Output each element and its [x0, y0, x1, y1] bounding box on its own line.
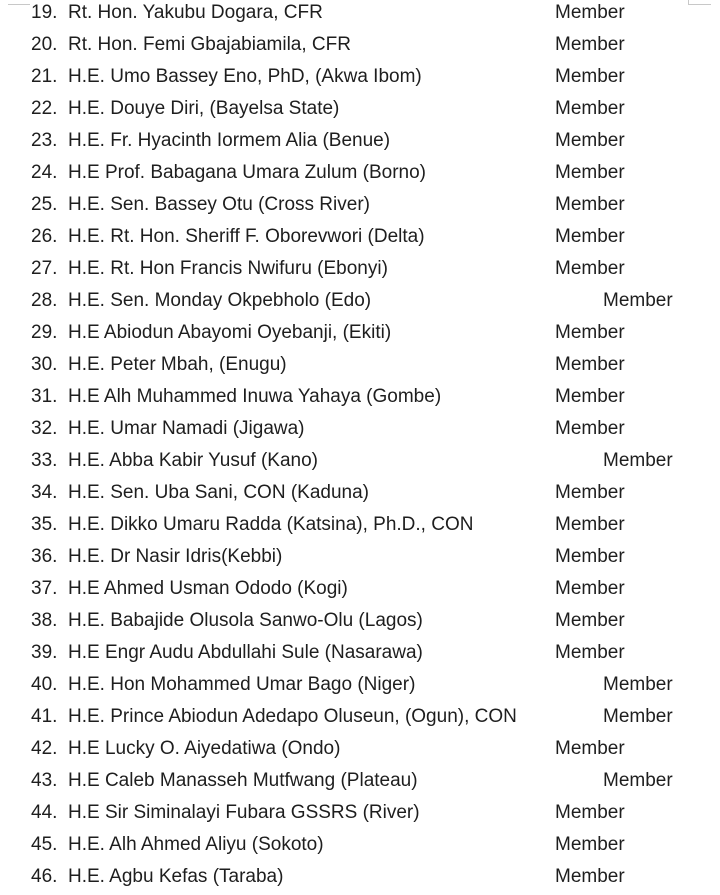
member-row: [0, 383, 720, 415]
member-row: [0, 191, 720, 223]
member-number: 38.: [31, 610, 58, 631]
member-name: H.E Abiodun Abayomi Oyebanji, (Ekiti): [68, 322, 392, 343]
member-row: [0, 863, 720, 895]
member-number: 35.: [31, 514, 58, 535]
member-row: [0, 95, 720, 127]
member-role: Member: [603, 674, 673, 695]
member-name: H.E. Prince Abiodun Adedapo Oluseun, (Ogun), CON: [68, 706, 517, 727]
member-role: Member: [555, 66, 625, 87]
member-role: Member: [555, 162, 625, 183]
member-row: [0, 223, 720, 255]
member-role: Member: [603, 706, 673, 727]
member-row: [0, 0, 720, 31]
member-number: 30.: [31, 354, 58, 375]
member-row: [0, 767, 720, 799]
member-name: H.E. Hon Mohammed Umar Bago (Niger): [68, 674, 416, 695]
member-role: Member: [555, 578, 625, 599]
member-number: 28.: [31, 290, 58, 311]
member-role: Member: [555, 34, 625, 55]
member-row: [0, 639, 720, 671]
member-name: H.E Ahmed Usman Ododo (Kogi): [68, 578, 348, 599]
member-number: 44.: [31, 802, 58, 823]
member-row: [0, 351, 720, 383]
member-role: Member: [603, 450, 673, 471]
member-number: 25.: [31, 194, 58, 215]
member-name: H.E Engr Audu Abdullahi Sule (Nasarawa): [68, 642, 423, 663]
member-name: H.E. Agbu Kefas (Taraba): [68, 866, 284, 887]
member-role: Member: [555, 642, 625, 663]
member-number: 26.: [31, 226, 58, 247]
member-number: 19.: [31, 2, 58, 23]
member-name: H.E. Peter Mbah, (Enugu): [68, 354, 287, 375]
member-role: Member: [555, 386, 625, 407]
member-role: Member: [555, 546, 625, 567]
member-number: 39.: [31, 642, 58, 663]
member-name: H.E. Sen. Uba Sani, CON (Kaduna): [68, 482, 369, 503]
member-row: [0, 799, 720, 831]
member-number: 20.: [31, 34, 58, 55]
member-row: [0, 543, 720, 575]
member-role: Member: [555, 866, 625, 887]
member-name: H.E. Sen. Monday Okpebholo (Edo): [68, 290, 372, 311]
member-row: [0, 127, 720, 159]
member-row: [0, 511, 720, 543]
member-name: H.E. Alh Ahmed Aliyu (Sokoto): [68, 834, 324, 855]
member-role: Member: [603, 290, 673, 311]
member-name: H.E Alh Muhammed Inuwa Yahaya (Gombe): [68, 386, 442, 407]
member-number: 45.: [31, 834, 58, 855]
member-role: Member: [555, 258, 625, 279]
member-role: Member: [555, 514, 625, 535]
member-number: 42.: [31, 738, 58, 759]
member-number: 36.: [31, 546, 58, 567]
member-row: [0, 607, 720, 639]
member-row: [0, 735, 720, 767]
member-number: 31.: [31, 386, 58, 407]
member-role: Member: [555, 322, 625, 343]
member-role: Member: [555, 354, 625, 375]
member-number: 34.: [31, 482, 58, 503]
member-number: 29.: [31, 322, 58, 343]
member-role: Member: [603, 770, 673, 791]
member-row: [0, 703, 720, 735]
member-name: Rt. Hon. Femi Gbajabiamila, CFR: [68, 34, 351, 55]
member-role: Member: [555, 738, 625, 759]
member-row: [0, 575, 720, 607]
member-row: [0, 31, 720, 63]
member-name: Rt. Hon. Yakubu Dogara, CFR: [68, 2, 323, 23]
member-name: H.E Sir Siminalayi Fubara GSSRS (River): [68, 802, 420, 823]
member-number: 41.: [31, 706, 58, 727]
member-row: [0, 671, 720, 703]
member-role: Member: [555, 834, 625, 855]
member-row: [0, 287, 720, 319]
member-number: 23.: [31, 130, 58, 151]
member-number: 22.: [31, 98, 58, 119]
member-number: 43.: [31, 770, 58, 791]
member-row: [0, 159, 720, 191]
member-name: H.E. Fr. Hyacinth Iormem Alia (Benue): [68, 130, 391, 151]
member-role: Member: [555, 802, 625, 823]
member-name: H.E. Dikko Umaru Radda (Katsina), Ph.D., CON: [68, 514, 474, 535]
member-row: [0, 831, 720, 863]
member-row: [0, 63, 720, 95]
member-number: 24.: [31, 162, 58, 183]
member-row: [0, 447, 720, 479]
member-name: H.E. Abba Kabir Yusuf (Kano): [68, 450, 318, 471]
member-role: Member: [555, 418, 625, 439]
member-name: H.E. Rt. Hon Francis Nwifuru (Ebonyi): [68, 258, 388, 279]
member-row: [0, 415, 720, 447]
member-row: [0, 255, 720, 287]
member-number: 40.: [31, 674, 58, 695]
member-name: H.E. Rt. Hon. Sheriff F. Oborevwori (Delta): [68, 226, 425, 247]
member-role: Member: [555, 130, 625, 151]
member-role: Member: [555, 2, 625, 23]
member-role: Member: [555, 98, 625, 119]
member-number: 32.: [31, 418, 58, 439]
member-role: Member: [555, 194, 625, 215]
member-name: H.E. Babajide Olusola Sanwo-Olu (Lagos): [68, 610, 423, 631]
member-name: H.E Lucky O. Aiyedatiwa (Ondo): [68, 738, 341, 759]
member-row: [0, 319, 720, 351]
member-name: H.E. Umo Bassey Eno, PhD, (Akwa Ibom): [68, 66, 422, 87]
member-name: H.E. Sen. Bassey Otu (Cross River): [68, 194, 370, 215]
member-role: Member: [555, 610, 625, 631]
member-name: H.E Caleb Manasseh Mutfwang (Plateau): [68, 770, 418, 791]
member-number: 46.: [31, 866, 58, 887]
member-number: 37.: [31, 578, 58, 599]
member-name: H.E. Douye Diri, (Bayelsa State): [68, 98, 340, 119]
member-number: 27.: [31, 258, 58, 279]
member-number: 21.: [31, 66, 58, 87]
member-row: [0, 479, 720, 511]
member-role: Member: [555, 226, 625, 247]
member-role: Member: [555, 482, 625, 503]
member-name: H.E Prof. Babagana Umara Zulum (Borno): [68, 162, 426, 183]
member-name: H.E. Dr Nasir Idris(Kebbi): [68, 546, 283, 567]
member-number: 33.: [31, 450, 58, 471]
member-name: H.E. Umar Namadi (Jigawa): [68, 418, 305, 439]
